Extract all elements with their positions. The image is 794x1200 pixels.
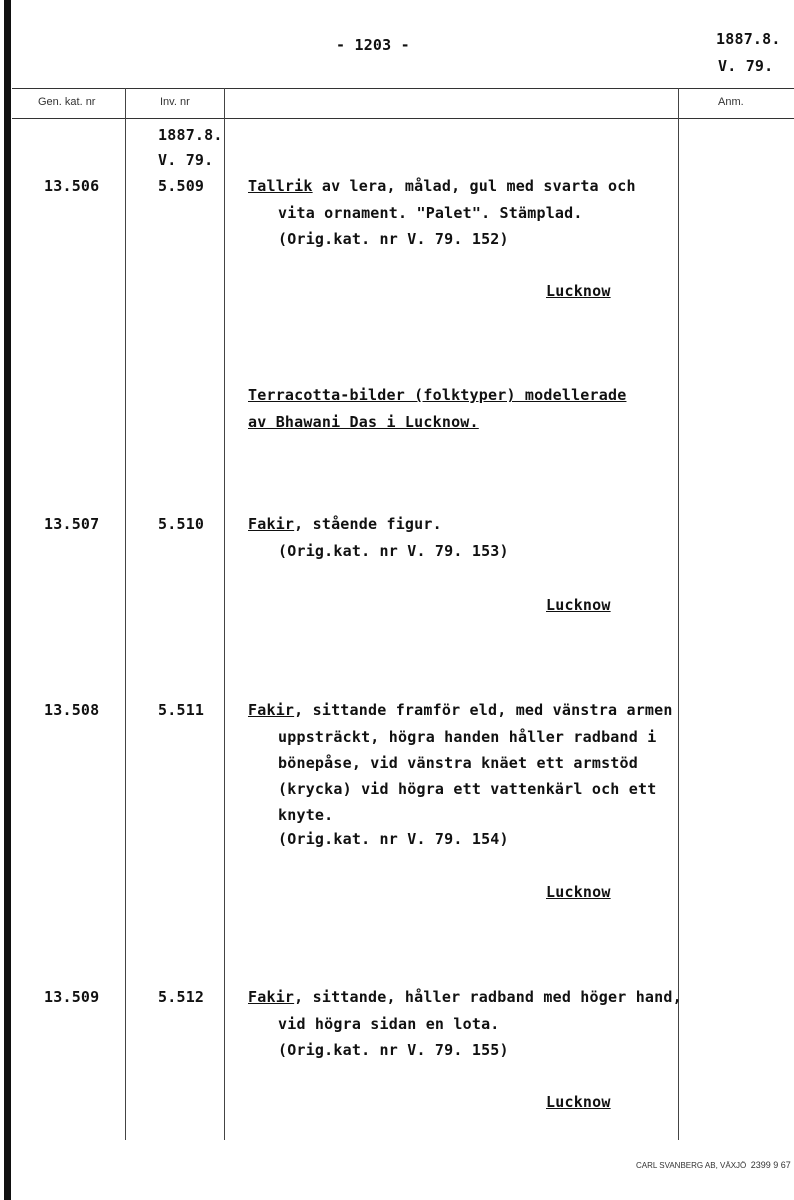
table-header-rule: [12, 118, 794, 119]
inv-number: 5.512: [158, 988, 205, 1006]
gen-kat-number: 13.506: [44, 177, 100, 195]
entry-title: Fakir: [248, 988, 295, 1006]
gen-kat-number: 13.508: [44, 701, 100, 719]
inv-series-volume: V. 79.: [158, 151, 214, 169]
inv-number: 5.511: [158, 701, 205, 719]
entry-description-line: Fakir, sittande, håller radband med höger hand,: [248, 988, 682, 1006]
header-ref-year: 1887.8.: [716, 30, 781, 48]
column-divider-1: [125, 88, 126, 1140]
entry-place: Lucknow: [546, 1093, 611, 1111]
inv-number: 5.509: [158, 177, 205, 195]
entry-place: Lucknow: [546, 596, 611, 614]
col-header-gen-kat: Gen. kat. nr: [38, 96, 96, 108]
entry-description-line: knyte.: [278, 806, 334, 824]
entry-title: Fakir: [248, 701, 295, 719]
section-heading-line: av Bhawani Das i Lucknow.: [248, 413, 479, 431]
entry-orig-kat: (Orig.kat. nr V. 79. 155): [278, 1041, 509, 1059]
column-divider-2: [224, 88, 225, 1140]
gen-kat-number: 13.509: [44, 988, 100, 1006]
col-header-anm: Anm.: [718, 96, 744, 108]
entry-description-line: bönepåse, vid vänstra knäet ett armstöd: [278, 754, 638, 772]
entry-description-line: Fakir, stående figur.: [248, 515, 442, 533]
binding-edge: [4, 0, 11, 1200]
entry-orig-kat: (Orig.kat. nr V. 79. 152): [278, 230, 509, 248]
entry-description-line: Fakir, sittande framför eld, med vänstra armen: [248, 701, 673, 719]
section-heading-line: Terracotta-bilder (folktyper) modellerade: [248, 386, 627, 404]
entry-description-line: (krycka) vid högra ett vattenkärl och ett: [278, 780, 657, 798]
inv-number: 5.510: [158, 515, 205, 533]
header-ref-volume: V. 79.: [718, 57, 774, 75]
inv-series-year: 1887.8.: [158, 126, 223, 144]
entry-description-line: vita ornament. "Palet". Stämplad.: [278, 204, 583, 222]
entry-description-line: vid högra sidan en lota.: [278, 1015, 500, 1033]
column-divider-3: [678, 88, 679, 1140]
entry-description-line: uppsträckt, högra handen håller radband i: [278, 728, 657, 746]
col-header-inv: Inv. nr: [160, 96, 190, 108]
entry-description-line: Tallrik av lera, målad, gul med svarta och: [248, 177, 636, 195]
entry-place: Lucknow: [546, 282, 611, 300]
table-top-rule: [12, 88, 794, 89]
entry-title: Fakir: [248, 515, 295, 533]
gen-kat-number: 13.507: [44, 515, 100, 533]
entry-title: Tallrik: [248, 177, 313, 195]
entry-orig-kat: (Orig.kat. nr V. 79. 153): [278, 542, 509, 560]
entry-place: Lucknow: [546, 883, 611, 901]
printer-imprint: CARL SVANBERG AB, VÄXJÖ 2399 9 67: [636, 1160, 791, 1170]
page-number: - 1203 -: [336, 36, 410, 54]
entry-orig-kat: (Orig.kat. nr V. 79. 154): [278, 830, 509, 848]
